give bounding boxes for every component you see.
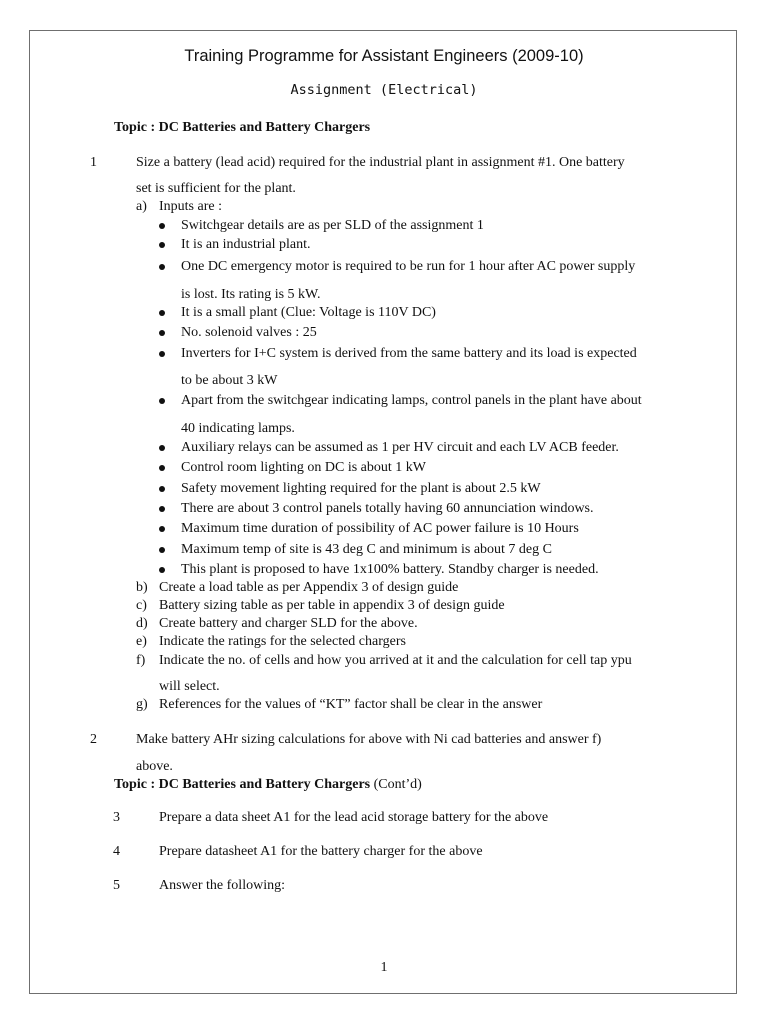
bullet-item: There are about 3 control panels totally having 60 annunciation windows. <box>181 501 594 516</box>
bullet-icon <box>159 398 165 404</box>
item-text-d: Create battery and charger SLD for the above. <box>159 616 418 631</box>
question-1-line-1: Size a battery (lead acid) required for the industrial plant in assignment #1. One battery <box>136 155 625 170</box>
bullet-icon <box>159 526 165 532</box>
question-3-text: Prepare a data sheet A1 for the lead acid storage battery for the above <box>159 810 549 825</box>
bullet-icon <box>159 445 165 451</box>
bullet-item: It is an industrial plant. <box>181 237 311 252</box>
bullet-item-continuation: to be about 3 kW <box>181 373 278 388</box>
question-5-number: 5 <box>113 878 120 893</box>
bullet-icon <box>159 351 165 357</box>
bullet-item: Auxiliary relays can be assumed as 1 per HV circuit and each LV ACB feeder. <box>181 440 619 455</box>
bullet-item: This plant is proposed to have 1x100% battery. Standby charger is needed. <box>181 562 599 577</box>
topic-heading-suffix: (Cont’d) <box>370 777 422 792</box>
item-label-g: g) <box>136 697 148 712</box>
bullet-icon <box>159 567 165 573</box>
question-4-number: 4 <box>113 844 120 859</box>
question-2-number: 2 <box>90 732 97 747</box>
item-label-c: c) <box>136 598 147 613</box>
question-2-line-1: Make battery AHr sizing calculations for above with Ni cad batteries and answer f) <box>136 732 602 747</box>
bullet-item: Maximum time duration of possibility of AC power failure is 10 Hours <box>181 521 579 536</box>
question-2-line-2: above. <box>136 759 173 774</box>
question-5-text: Answer the following: <box>159 878 285 893</box>
bullet-icon <box>159 465 165 471</box>
item-text-a: Inputs are : <box>159 199 222 214</box>
bullet-item-continuation: 40 indicating lamps. <box>181 421 295 436</box>
item-text-f: Indicate the no. of cells and how you arrived at it and the calculation for cell tap ypu <box>159 653 632 668</box>
topic-heading-bold: Topic : DC Batteries and Battery Chargers <box>114 777 371 792</box>
topic-heading-continued <box>114 777 422 793</box>
bullet-item: Apart from the switchgear indicating lamps, control panels in the plant have about <box>181 393 642 408</box>
bullet-icon <box>159 264 165 270</box>
bullet-icon <box>159 486 165 492</box>
page-number: 1 <box>380 960 388 975</box>
document-subtitle: Assignment (Electrical) <box>290 82 478 98</box>
bullet-item: Maximum temp of site is 43 deg C and minimum is about 7 deg C <box>181 542 552 557</box>
item-text-f-continuation: will select. <box>159 679 220 694</box>
question-1-line-2: set is sufficient for the plant. <box>136 181 296 196</box>
bullet-icon <box>159 310 165 316</box>
bullet-item-continuation: is lost. Its rating is 5 kW. <box>181 287 321 302</box>
item-text-b: Create a load table as per Appendix 3 of design guide <box>159 580 459 595</box>
bullet-icon <box>159 506 165 512</box>
document-title: Training Programme for Assistant Engineers (2009-10) <box>184 47 584 65</box>
item-label-a: a) <box>136 199 147 214</box>
bullet-item: One DC emergency motor is required to be run for 1 hour after AC power supply <box>181 259 636 274</box>
item-text-c: Battery sizing table as per table in appendix 3 of design guide <box>159 598 505 613</box>
question-1-number: 1 <box>90 155 97 170</box>
bullet-item: Safety movement lighting required for the plant is about 2.5 kW <box>181 481 541 496</box>
bullet-icon <box>159 223 165 229</box>
bullet-item: Switchgear details are as per SLD of the assignment 1 <box>181 218 484 233</box>
bullet-icon <box>159 242 165 248</box>
bullet-item: Control room lighting on DC is about 1 kW <box>181 460 426 475</box>
topic-heading: Topic : DC Batteries and Battery Chargers <box>114 120 371 135</box>
item-label-f: f) <box>136 653 146 668</box>
item-text-e: Indicate the ratings for the selected chargers <box>159 634 406 649</box>
item-label-d: d) <box>136 616 148 631</box>
bullet-item: Inverters for I+C system is derived from the same battery and its load is expected <box>181 346 637 361</box>
question-3-number: 3 <box>113 810 120 825</box>
item-text-g: References for the values of “KT” factor shall be clear in the answer <box>159 697 543 712</box>
item-label-e: e) <box>136 634 147 649</box>
item-label-b: b) <box>136 580 148 595</box>
question-4-text: Prepare datasheet A1 for the battery charger for the above <box>159 844 483 859</box>
bullet-item: It is a small plant (Clue: Voltage is 110V DC) <box>181 305 436 320</box>
bullet-icon <box>159 547 165 553</box>
bullet-item: No. solenoid valves : 25 <box>181 325 317 340</box>
bullet-icon <box>159 330 165 336</box>
